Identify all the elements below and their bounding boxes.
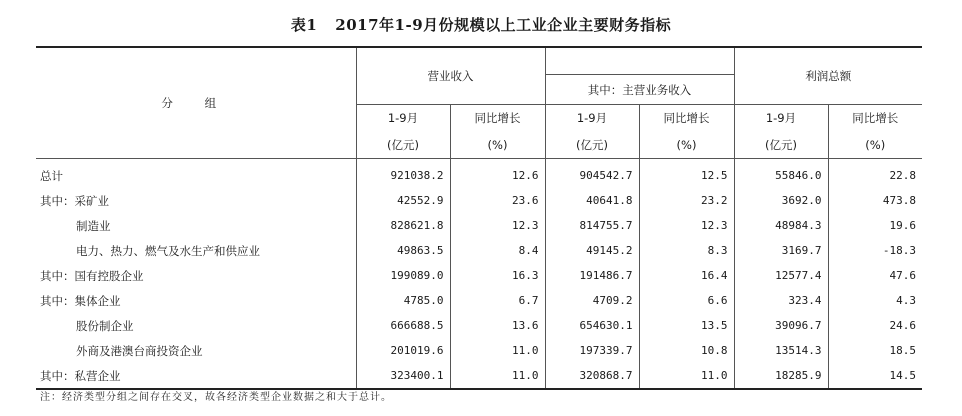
header-rev-yoy-unit: (%) (450, 131, 545, 159)
cell-main-revenue: 197339.7 (545, 338, 639, 363)
row-label: 股份制企业 (36, 313, 356, 338)
header-main-period: 1-9月 (545, 105, 639, 132)
header-main-unit: (亿元) (545, 131, 639, 159)
header-row-1 (36, 47, 922, 75)
cell-revenue: 4785.0 (356, 288, 450, 313)
cell-revenue: 921038.2 (356, 159, 450, 189)
table-row (36, 338, 922, 363)
cell-revenue-growth: 11.0 (450, 338, 545, 363)
header-revenue: 营业收入 (356, 47, 545, 105)
cell-main-revenue-growth: 11.0 (639, 363, 734, 389)
cell-revenue: 666688.5 (356, 313, 450, 338)
header-category: 分 组 (36, 47, 356, 159)
cell-revenue-growth: 6.7 (450, 288, 545, 313)
page-title (0, 14, 962, 35)
cell-main-revenue-growth: 23.2 (639, 188, 734, 213)
cell-profit: 3169.7 (734, 238, 828, 263)
cell-revenue-growth: 8.4 (450, 238, 545, 263)
table-row (36, 363, 922, 389)
cell-main-revenue-growth: 10.8 (639, 338, 734, 363)
cell-main-revenue: 49145.2 (545, 238, 639, 263)
cell-main-revenue-growth: 12.3 (639, 213, 734, 238)
cell-main-revenue-growth: 16.4 (639, 263, 734, 288)
table-number: 表1 (290, 16, 318, 34)
row-label: 其中：集体企业 (36, 288, 356, 313)
table-row (36, 263, 922, 288)
cell-revenue: 199089.0 (356, 263, 450, 288)
header-profit-period: 1-9月 (734, 105, 828, 132)
row-label: 其中：私营企业 (36, 363, 356, 389)
cell-profit: 18285.9 (734, 363, 828, 389)
cell-main-revenue: 654630.1 (545, 313, 639, 338)
cell-profit: 12577.4 (734, 263, 828, 288)
cell-main-revenue: 320868.7 (545, 363, 639, 389)
table-row (36, 188, 922, 213)
cell-revenue-growth: 16.3 (450, 263, 545, 288)
header-main-yoy-unit: (%) (639, 131, 734, 159)
header-main-yoy: 同比增长 (639, 105, 734, 132)
header-profit: 利润总额 (734, 47, 922, 105)
header-profit-yoy: 同比增长 (852, 111, 899, 125)
cell-main-revenue: 40641.8 (545, 188, 639, 213)
cell-revenue: 323400.1 (356, 363, 450, 389)
cell-profit-growth: 18.5 (889, 344, 916, 357)
header-profit-yoy-unit: (%) (828, 131, 922, 159)
cell-revenue-growth: 12.6 (450, 159, 545, 189)
cell-profit: 55846.0 (734, 159, 828, 189)
cell-profit-growth: 19.6 (889, 219, 916, 232)
cell-main-revenue: 191486.7 (545, 263, 639, 288)
cell-profit: 3692.0 (734, 188, 828, 213)
footnote: 注：经济类型分组之间存在交叉，故各经济类型企业数据之和大于总计。 (40, 392, 392, 403)
row-label: 总计 (36, 159, 356, 189)
table-row (36, 288, 922, 313)
cell-revenue: 49863.5 (356, 238, 450, 263)
cell-profit: 323.4 (734, 288, 828, 313)
cell-profit-growth: 473.8 (882, 194, 916, 207)
cell-profit-growth: -18.3 (882, 244, 916, 257)
cell-profit: 48984.3 (734, 213, 828, 238)
table-row (36, 313, 922, 338)
cell-profit: 39096.7 (734, 313, 828, 338)
cell-revenue-growth: 23.6 (450, 188, 545, 213)
header-rev-period: 1-9月 (356, 105, 450, 132)
cell-main-revenue-growth: 12.5 (639, 159, 734, 189)
cell-revenue-growth: 12.3 (450, 213, 545, 238)
cell-revenue: 42552.9 (356, 188, 450, 213)
row-label: 其中：国有控股企业 (36, 263, 356, 288)
cell-profit-growth: 47.6 (889, 269, 916, 282)
table-row (36, 213, 922, 238)
cell-profit-growth: 4.3 (896, 294, 916, 307)
row-label: 电力、热力、燃气及水生产和供应业 (36, 238, 356, 263)
table-row (36, 159, 922, 189)
cell-main-revenue-growth: 8.3 (639, 238, 734, 263)
header-rev-yoy: 同比增长 (450, 105, 545, 132)
header-main-revenue: 其中：主营业务收入 (545, 75, 734, 105)
header-rev-unit: (亿元) (356, 131, 450, 159)
cell-main-revenue-growth: 6.6 (639, 288, 734, 313)
header-blank (545, 47, 734, 75)
cell-revenue: 828621.8 (356, 213, 450, 238)
cell-main-revenue: 904542.7 (545, 159, 639, 189)
cell-revenue-growth: 13.6 (450, 313, 545, 338)
cell-main-revenue-growth: 13.5 (639, 313, 734, 338)
cell-profit-growth: 22.8 (889, 169, 916, 182)
cell-profit: 13514.3 (734, 338, 828, 363)
row-label: 其中：采矿业 (36, 188, 356, 213)
cell-profit-growth: 24.6 (889, 319, 916, 332)
cell-main-revenue: 814755.7 (545, 213, 639, 238)
cell-revenue: 201019.6 (356, 338, 450, 363)
cell-profit-growth: 14.5 (828, 363, 922, 389)
cell-revenue-growth: 11.0 (450, 363, 545, 389)
financial-indicators-table (36, 46, 922, 390)
cell-main-revenue: 4709.2 (545, 288, 639, 313)
table-title: 2017年1-9月份规模以上工业企业主要财务指标 (335, 16, 672, 34)
header-profit-unit: (亿元) (734, 131, 828, 159)
row-label: 外商及港澳台商投资企业 (36, 338, 356, 363)
table-row (36, 238, 922, 263)
row-label: 制造业 (36, 213, 356, 238)
